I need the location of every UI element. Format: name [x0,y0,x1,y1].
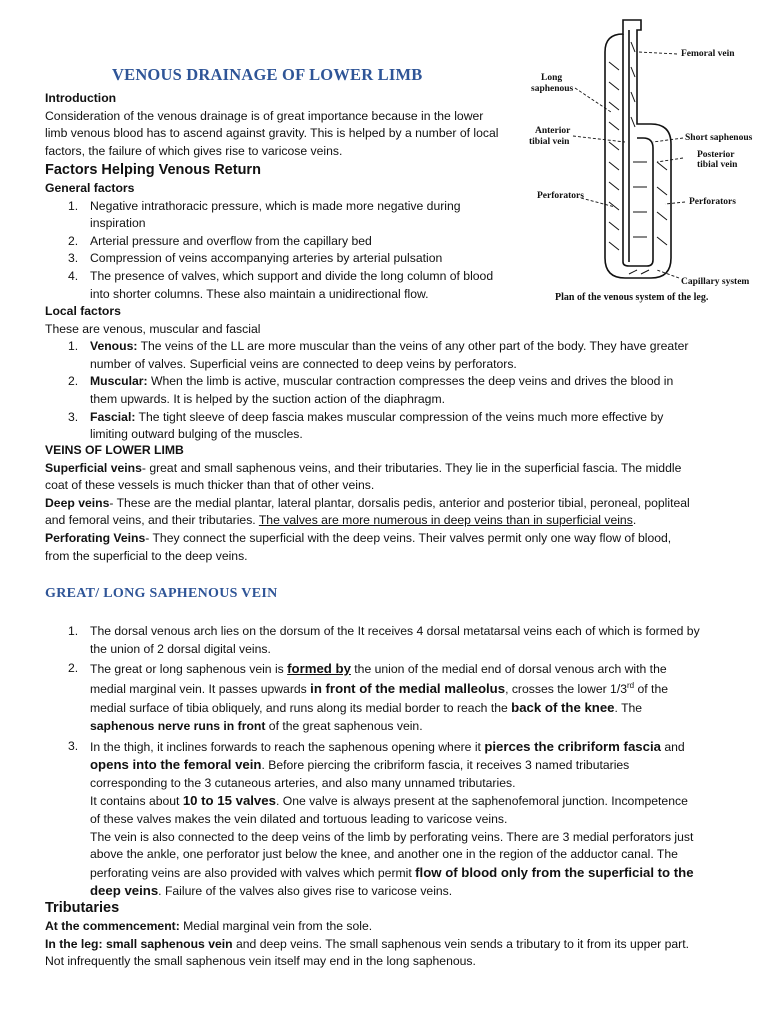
intro-section [45,90,525,160]
intro-heading: Introduction [45,91,117,105]
figure-caption: Plan of the venous system of the leg. [555,292,709,303]
local-factors-intro: These are venous, muscular and fascial [45,321,261,336]
list-item: 1. Negative intrathoracic pressure, which is made more negative during inspiration [68,198,461,231]
label-femoral-vein: Femoral vein [681,49,735,59]
factors-heading: Factors Helping Venous Return [45,162,261,178]
deep-veins-label: Deep veins [45,495,110,510]
label-posterior-tibial-2: tibial vein [697,160,738,170]
perforating-veins-label: Perforating Veins [45,530,146,545]
intro-line: Consideration of the venous drainage is of great importance because in the lower [45,108,484,123]
page-title: VENOUS DRAINAGE OF LOWER LIMB [112,65,423,84]
label-long-saphenous-2: saphenous [531,84,574,94]
veins-section: VEINS OF LOWER LIMB Superficial veins- great and small saphenous veins, and their tributaries. They lie in the superficial fascia. The middle coat of these vessels is much thicker than that of other veins. Deep veins- These are the medial plantar, lateral plantar, dorsalis pedis, anterior and posterior tibial, peroneal, popliteal and femoral veins, and their tributaries. The valves are more numerous in deep veins than in superficial veins. Perforating Veins- They connect the superficial with the deep veins. Their valves permit only one way flow of blood, from the superficial to the deep veins. [45,442,765,565]
list-item: 3. In the thigh, it inclines forwards to reach the saphenous opening where it pierces the cribriform fascia and opens into the femoral vein. Before piercing the cribriform fascia, it receives 3 named tributaries corresponding to the 3 cutaneous arteries, and also many unnamed tributaries. It contains about 10 to 15 valves. One valve is always present at the saphenofemoral junction. Incompetence of these valves makes the vein dilated and tortuous leading to varicose veins. The vein is also connected to the deep veins of the limb by perforating veins. There are 3 medial perforators just above the ankle, one perforator just below the knee, and another one in the region of the adductor canal. The perforating veins are also provided with valves which permit flow of blood only from the superficial to the deep veins. Failure of the valves also gives rise to varicose veins. [68,738,694,899]
label-long-saphenous: Long [541,73,563,83]
gsv-heading: GREAT/ LONG SAPHENOUS VEIN [45,586,278,601]
tributaries-heading: Tributaries [45,900,120,916]
list-item: 3. Fascial: The tight sleeve of deep fascia makes muscular compression of the veins much more effective by limiting outward bulging of the muscles. [68,409,664,442]
label-capillary-system: Capillary system [681,277,750,287]
intro-line: factors, the failure of which gives rise to varicose veins. [45,143,343,158]
label-perforators-right: Perforators [689,197,736,207]
general-factors-heading: General factors [45,181,135,195]
label-anterior-tibial: Anterior [535,126,571,136]
list-item: 4. The presence of valves, which support and divide the long column of blood into shorter columns. These also maintain a unidirectional flow. [68,268,494,301]
gsv-list [45,623,765,901]
intro-line: limb venous blood has to ascend against gravity. This is helped by a number of local [45,126,499,141]
valve-hatching [609,42,667,274]
list-item: 3. Compression of veins accompanying arteries by arterial pulsation [68,251,443,266]
local-factors-heading: Local factors [45,304,121,318]
label-perforators-left: Perforators [537,191,584,201]
list-item: 1. The dorsal venous arch lies on the dorsum of the It receives 4 dorsal metatarsal veins each of which is formed by the union of 2 dorsal digital veins. [68,624,700,656]
label-posterior-tibial: Posterior [697,150,735,160]
local-factors-section [45,303,745,444]
label-anterior-tibial-2: tibial vein [529,137,570,147]
list-item: 2. Arterial pressure and overflow from the capillary bed [68,233,372,248]
label-short-saphenous: Short saphenous [685,133,753,143]
list-item: 2. Muscular: When the limb is active, muscular contraction compresses the deep veins and drives the blood in them upwards. It is helped by the suction action of the diaphragm. [68,374,674,406]
list-item: 2. The great or long saphenous vein is formed by the union of the medial end of dorsal venous arch with the medial marginal vein. It passes upwards in front of the medial malleolus, crosses the lower 1/3rd of the medial surface of tibia obliquely, and runs along its medial border to reach the back of the knee. The saphenous nerve runs in front of the great saphenous vein. [68,661,669,733]
venous-system-diagram [525,12,765,312]
superficial-veins-label: Superficial veins [45,460,142,475]
tributaries-section: Tributaries At the commencement: Medial marginal vein from the sole. In the leg: small saphenous vein and deep veins. The small saphenous vein sends a tributary to it from its upper part. Not infrequently the small saphenous vein itself may end in the long saphenous. [45,898,765,971]
factors-section [45,161,525,303]
vein-outline [605,20,671,278]
local-factors-list [45,338,745,444]
list-item: 1. Venous: The veins of the LL are more muscular than the veins of any other part of the body. They have greater number of valves. Superficial veins are connected to deep veins by perforators. [68,339,689,371]
underlined-statement: The valves are more numerous in deep veins than in superficial veins [258,513,633,528]
general-factors-list [45,198,525,304]
veins-heading: VEINS OF LOWER LIMB [45,443,184,457]
